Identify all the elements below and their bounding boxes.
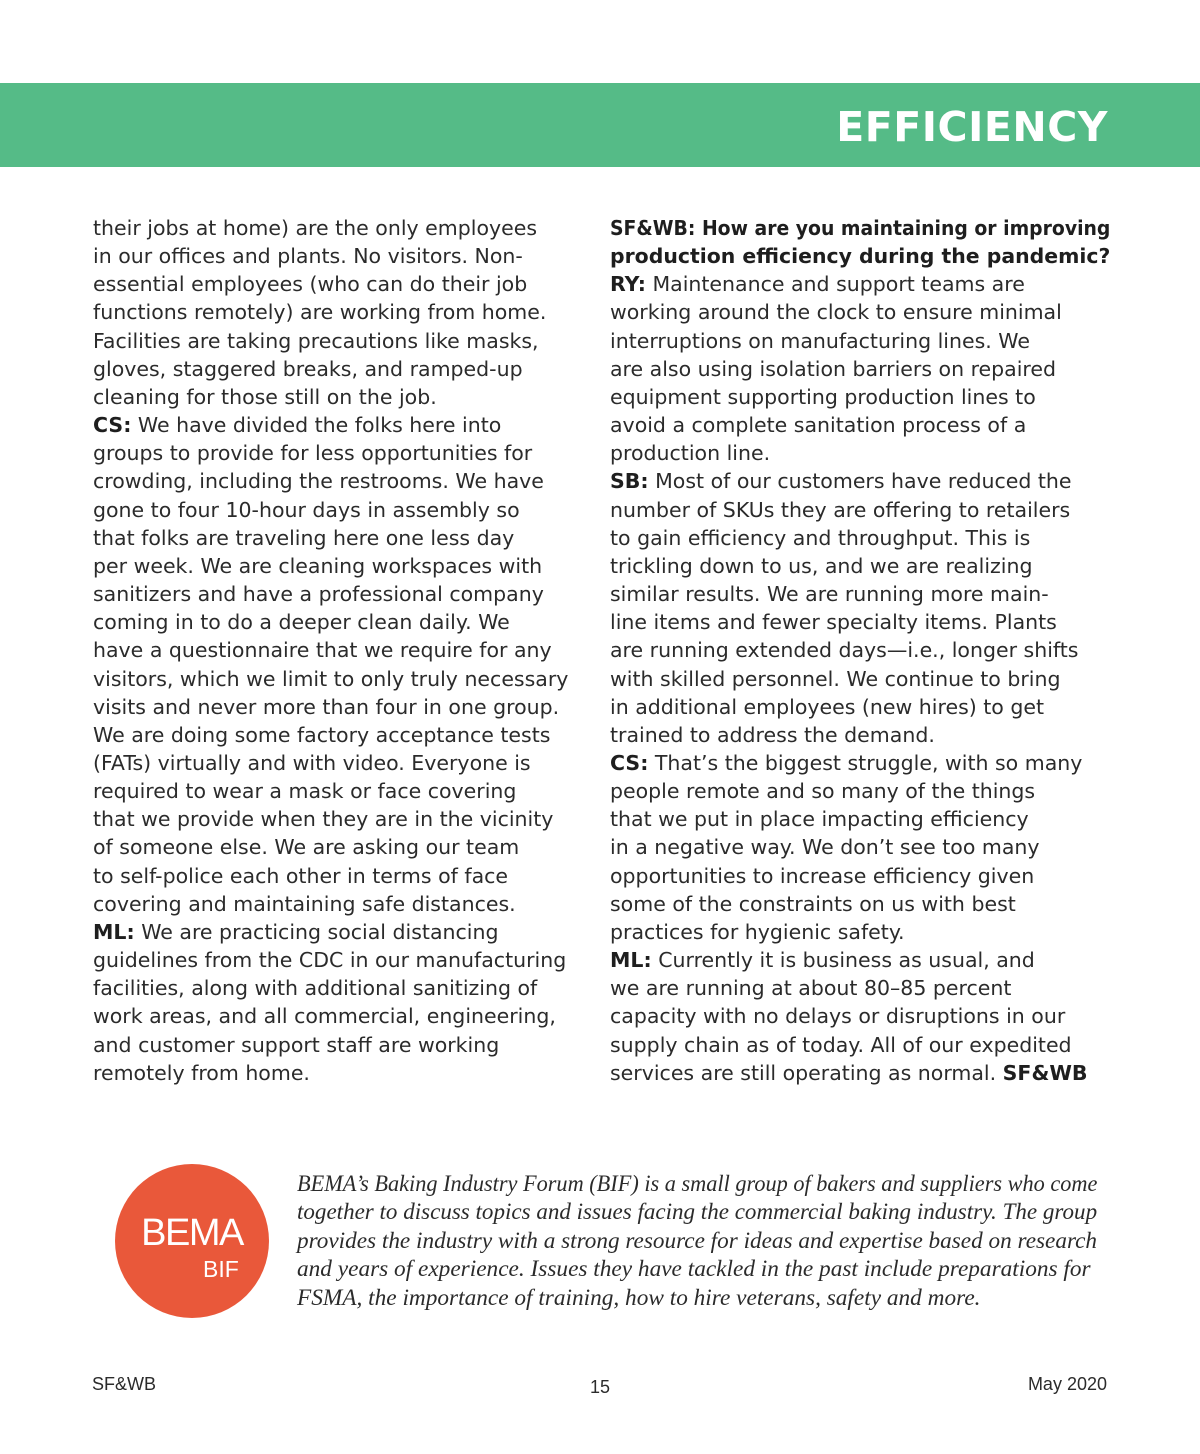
text-line xyxy=(93,862,593,890)
footer-page-number: 15 xyxy=(590,1377,611,1397)
line-text: guidelines from the CDC in our manufacturing xyxy=(93,948,567,973)
speaker-label: SB: xyxy=(610,469,649,494)
text-line xyxy=(93,411,593,439)
text-line xyxy=(93,693,593,721)
line-text: required to wear a mask or face covering xyxy=(93,779,517,804)
line-text: with skilled personnel. We continue to bring xyxy=(610,666,1061,691)
text-line xyxy=(93,355,593,383)
text-line xyxy=(610,355,1110,383)
line-text: number of SKUs they are offering to retailers xyxy=(610,497,1071,522)
bif-description xyxy=(297,1170,1097,1312)
text-line xyxy=(610,1002,1110,1030)
speaker-label: RY: xyxy=(610,272,646,297)
line-text: covering and maintaining safe distances. xyxy=(93,891,516,916)
bema-bif-logo xyxy=(115,1164,269,1318)
line-text: sanitizers and have a professional company xyxy=(93,582,544,607)
text-line xyxy=(93,665,593,693)
line-text: visits and never more than four in one group. xyxy=(93,694,560,719)
text-line xyxy=(610,665,1110,693)
text-line xyxy=(610,749,1110,777)
text-line xyxy=(93,1002,593,1030)
text-line xyxy=(610,974,1110,1002)
text-line xyxy=(610,524,1110,552)
text-line xyxy=(610,270,1110,298)
line-text: to gain efficiency and throughput. This is xyxy=(610,525,1031,550)
line-text: We have divided the folks here into xyxy=(131,413,502,438)
line-text: in additional employees (new hires) to get xyxy=(610,694,1045,719)
text-line xyxy=(93,467,593,495)
logo-main-text: BEMA xyxy=(141,1212,243,1254)
line-text: trained to address the demand. xyxy=(610,722,935,747)
text-line xyxy=(610,383,1110,411)
line-text: working around the clock to ensure minimal xyxy=(610,300,1062,325)
logo-sub-text: BIF xyxy=(203,1256,239,1282)
text-line xyxy=(93,327,593,355)
text-line xyxy=(610,298,1110,326)
text-line xyxy=(93,1031,593,1059)
line-text: Maintenance and support teams are xyxy=(645,272,1025,297)
line-text: visitors, which we limit to only truly necessary xyxy=(93,666,569,691)
line-text: are also using isolation barriers on repaired xyxy=(610,356,1057,381)
text-line xyxy=(93,242,593,270)
text-line xyxy=(93,777,593,805)
text-line xyxy=(610,552,1110,580)
text-line xyxy=(610,862,1110,890)
interview-question: production efficiency during the pandemic? xyxy=(610,244,1111,269)
line-text: Most of our customers have reduced the xyxy=(648,469,1072,494)
text-line xyxy=(610,1059,1110,1087)
footer-issue-date: May 2020 xyxy=(1027,1374,1107,1394)
text-line xyxy=(93,298,593,326)
line-text: in our offices and plants. No visitors. Non- xyxy=(93,244,523,269)
text-line xyxy=(93,890,593,918)
line-text: services are still operating as normal. xyxy=(610,1060,997,1085)
line-text: of someone else. We are asking our team xyxy=(93,835,520,860)
line-text: cleaning for those still on the job. xyxy=(93,384,437,409)
line-text: capacity with no delays or disruptions in our xyxy=(610,1004,1066,1029)
line-text: avoid a complete sanitation process of a xyxy=(610,413,1027,438)
text-line xyxy=(93,214,593,242)
line-text: in a negative way. We don’t see too many xyxy=(610,835,1040,860)
text-line xyxy=(610,833,1110,861)
line-text: production line. xyxy=(610,441,771,466)
text-line xyxy=(610,580,1110,608)
text-line xyxy=(610,918,1110,946)
text-line xyxy=(610,805,1110,833)
line-text: Facilities are taking precautions like masks, xyxy=(93,328,539,353)
line-text: some of the constraints on us with best xyxy=(610,891,1016,916)
text-line xyxy=(610,946,1110,974)
line-text: That’s the biggest struggle, with so many xyxy=(648,750,1083,775)
line-text: We are practicing social distancing xyxy=(134,919,499,944)
text-line xyxy=(610,496,1110,524)
section-title: EFFICIENCY xyxy=(836,103,1108,151)
line-text: that we put in place impacting efficiency xyxy=(610,807,1029,832)
text-line xyxy=(610,327,1110,355)
line-text: facilities, along with additional sanitizing of xyxy=(93,976,538,1001)
line-text: essential employees (who can do their job xyxy=(93,272,528,297)
text-line xyxy=(610,467,1110,495)
text-line xyxy=(93,1059,593,1087)
bif-text-line: together to discuss topics and issues facing the commercial baking industry. The group xyxy=(297,1199,1098,1226)
line-text: per week. We are cleaning workspaces with xyxy=(93,553,543,578)
speaker-label: ML: xyxy=(610,948,652,973)
article-left-column xyxy=(93,214,593,1087)
line-text: to self-police each other in terms of face xyxy=(93,863,509,888)
footer-publication: SF&WB xyxy=(92,1374,157,1394)
line-text: we are running at about 80–85 percent xyxy=(610,976,1012,1001)
text-line xyxy=(610,411,1110,439)
text-line xyxy=(93,383,593,411)
line-text: gloves, staggered breaks, and ramped-up xyxy=(93,356,523,381)
bif-text-line: provides the industry with a strong resource for ideas and expertise based on research xyxy=(297,1227,1098,1254)
line-text: trickling down to us, and we are realizing xyxy=(610,553,1033,578)
line-text: that we provide when they are in the vicinity xyxy=(93,807,554,832)
text-line xyxy=(610,693,1110,721)
text-line xyxy=(93,439,593,467)
line-text: equipment supporting production lines to xyxy=(610,384,1036,409)
line-text: supply chain as of today. All of our expedited xyxy=(610,1032,1072,1057)
text-line xyxy=(93,721,593,749)
text-line xyxy=(610,1031,1110,1059)
text-line xyxy=(610,636,1110,664)
text-line xyxy=(610,439,1110,467)
line-text: opportunities to increase efficiency given xyxy=(610,863,1035,888)
line-text: Currently it is business as usual, and xyxy=(651,948,1035,973)
bif-text-line: BEMA’s Baking Industry Forum (BIF) is a small group of bakers and suppliers who come xyxy=(297,1171,1098,1197)
line-text: crowding, including the restrooms. We have xyxy=(93,469,544,494)
line-text: their jobs at home) are the only employees xyxy=(93,216,538,240)
text-line xyxy=(93,974,593,1002)
speaker-label: CS: xyxy=(93,413,132,438)
line-text: gone to four 10-hour days in assembly so xyxy=(93,497,520,522)
text-line xyxy=(93,270,593,298)
line-text: work areas, and all commercial, engineering, xyxy=(93,1004,556,1029)
text-line xyxy=(93,636,593,664)
speaker-label: CS: xyxy=(610,750,649,775)
text-line xyxy=(93,805,593,833)
text-line xyxy=(93,749,593,777)
text-line xyxy=(93,552,593,580)
line-text: remotely from home. xyxy=(93,1060,310,1085)
line-text: (FATs) virtually and with video. Everyone is xyxy=(93,750,531,775)
line-text: practices for hygienic safety. xyxy=(610,919,905,944)
text-line xyxy=(93,946,593,974)
text-line xyxy=(93,496,593,524)
bif-text-line: and years of experience. Issues they have tackled in the past include preparations for xyxy=(297,1256,1091,1283)
line-text: that folks are traveling here one less day xyxy=(93,525,515,550)
line-text: functions remotely) are working from home. xyxy=(93,300,547,325)
section-banner xyxy=(0,83,1200,167)
line-text: coming in to do a deeper clean daily. We xyxy=(93,610,510,635)
line-text: have a questionnaire that we require for any xyxy=(93,638,552,663)
line-text: people remote and so many of the things xyxy=(610,779,1036,804)
line-text: We are doing some factory acceptance tests xyxy=(93,722,551,747)
interview-question: SF&WB: How are you maintaining or improving xyxy=(610,216,1111,240)
text-line xyxy=(93,608,593,636)
text-line xyxy=(93,918,593,946)
line-text: and customer support staff are working xyxy=(93,1032,500,1057)
text-line xyxy=(610,721,1110,749)
line-text: similar results. We are running more main- xyxy=(610,582,1049,607)
line-text: are running extended days—i.e., longer shifts xyxy=(610,638,1079,663)
text-line xyxy=(610,890,1110,918)
bif-text-line: FSMA, the importance of training, how to hire veterans, safety and more. xyxy=(297,1284,981,1311)
article-right-column xyxy=(610,214,1110,1087)
speaker-label: ML: xyxy=(93,919,135,944)
text-line xyxy=(610,608,1110,636)
text-line xyxy=(93,580,593,608)
line-text: line items and fewer specialty items. Plants xyxy=(610,610,1057,635)
line-text: groups to provide for less opportunities for xyxy=(93,441,533,466)
text-line xyxy=(93,833,593,861)
text-line xyxy=(93,524,593,552)
text-line xyxy=(610,777,1110,805)
article-end-mark: SF&WB xyxy=(1002,1060,1088,1085)
line-text: interruptions on manufacturing lines. We xyxy=(610,328,1030,353)
